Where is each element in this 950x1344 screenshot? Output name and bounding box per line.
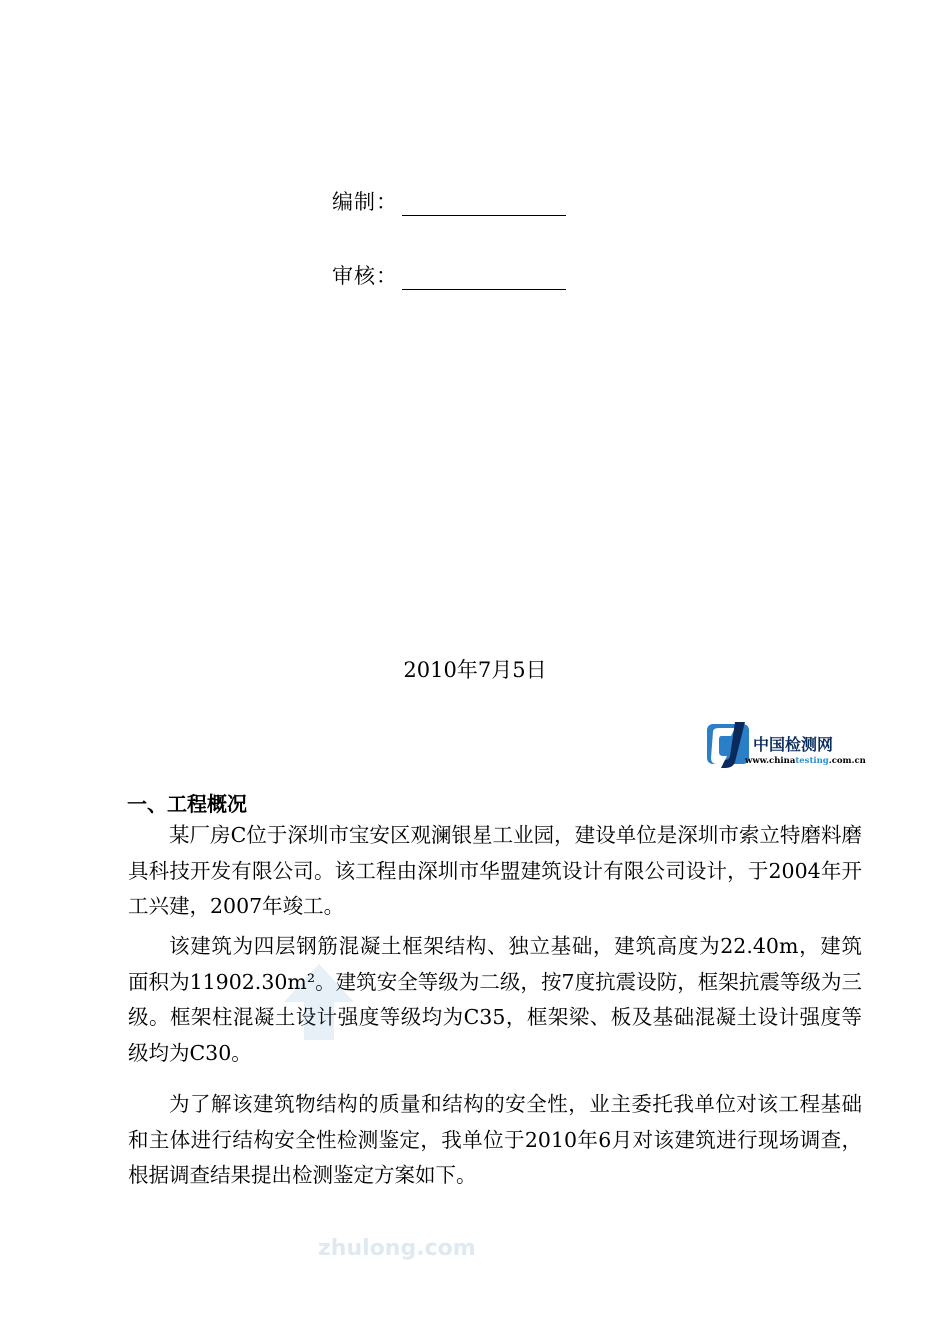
- logo-name: 中国检测网: [753, 735, 834, 754]
- chinatesting-logo: [705, 718, 866, 772]
- compiled-by-label: 编制：: [332, 190, 398, 214]
- paragraph-inspection-purpose: 为了解该建筑物结构的质量和结构的安全性，业主委托我单位对该工程基础和主体进行结构安全性检测鉴定，我单位于2010年6月对该建筑进行现场调查，根据调查结果提出检测鉴定方案如下。: [128, 1092, 862, 1187]
- compiled-by-blank: [402, 191, 566, 216]
- logo-url: www.chinatesting.com.cn: [745, 756, 866, 766]
- reviewed-by-row: [332, 260, 566, 290]
- paragraph-structure-details: 该建筑为四层钢筋混凝土框架结构、独立基础，建筑高度为22.40m，建筑面积为11902.30m²。建筑安全等级为二级，按7度抗震设防，框架抗震等级为三级。框架柱混凝土设计强度等级均为C35，框架梁、板及基础混凝土设计强度等级均为C30。: [128, 934, 862, 1065]
- watermark-arrow-icon: [282, 962, 356, 1042]
- reviewed-by-blank: [402, 265, 566, 290]
- document-date: 2010年7月5日: [403, 658, 547, 682]
- paragraph-project-location: 某厂房C位于深圳市宝安区观澜银星工业园，建设单位是深圳市索立特磨料磨具科技开发有限公司。该工程由深圳市华盟建筑设计有限公司设计，于2004年开工兴建，2007年竣工。: [128, 823, 862, 918]
- reviewed-by-label: 审核：: [332, 264, 398, 288]
- section-title: 一、工程概况: [127, 792, 247, 816]
- watermark: zhulong.com: [318, 1236, 476, 1261]
- compiled-by-row: [332, 186, 566, 216]
